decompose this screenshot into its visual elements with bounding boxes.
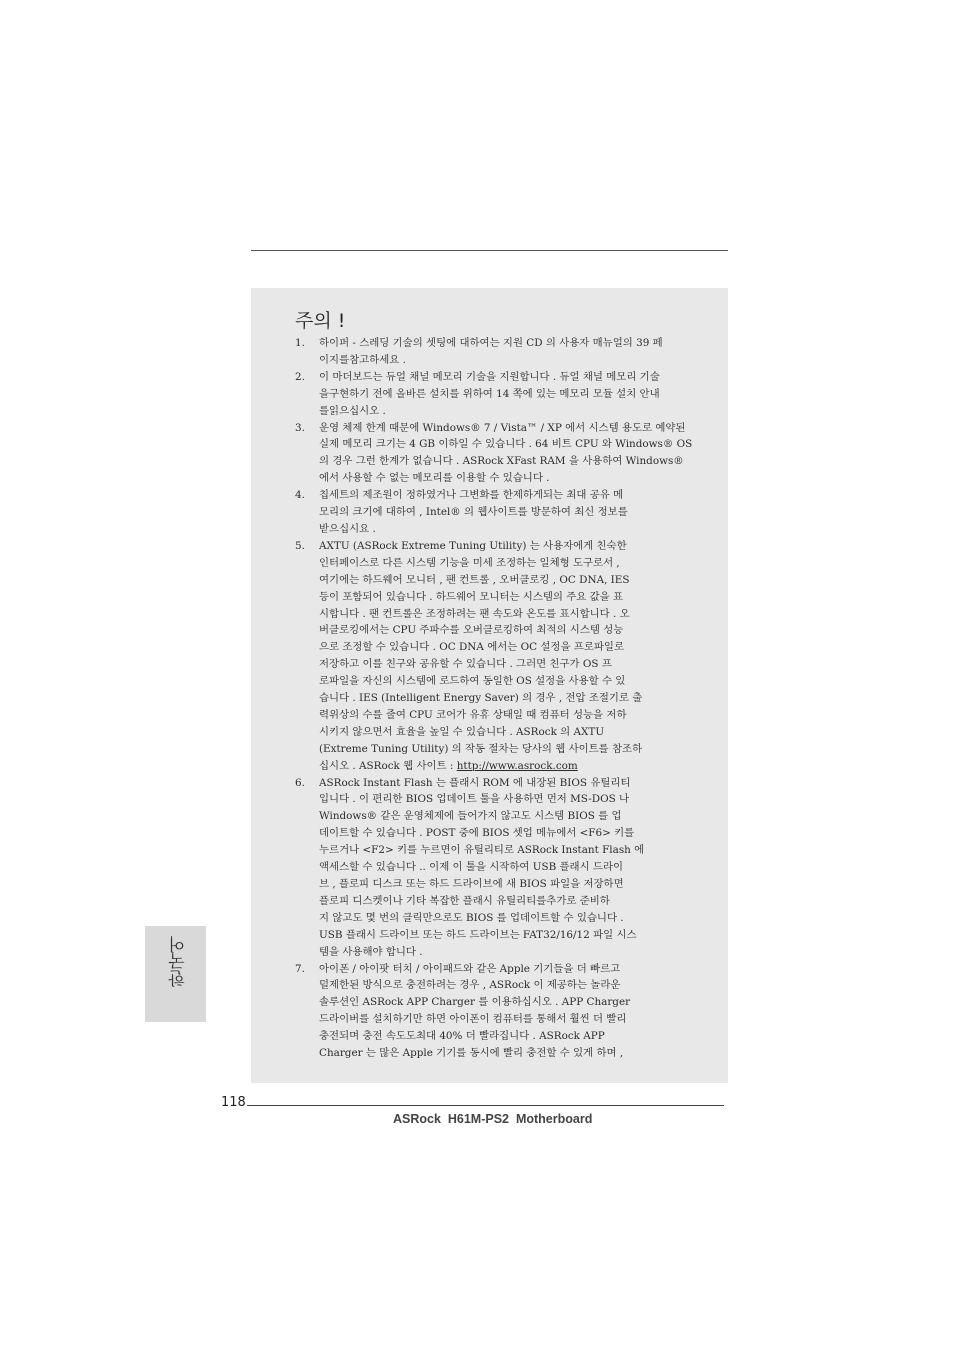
note-line: 이 마더보드는 듀얼 채널 메모리 기술을 지원합니다 . 듀얼 채널 메모리 기술 (319, 370, 660, 383)
note-line: 데이트할 수 있습니다 . POST 중에 BIOS 셋업 메뉴에서 <F6> 키를 (319, 827, 635, 840)
note-item-number: 1. (295, 337, 305, 349)
note-line: 버클로킹에서는 CPU 주파수를 오버클로킹하여 최적의 시스템 성능 (319, 624, 624, 637)
note-line: 누르거나 <F2> 키를 누르면이 유틸리티로 ASRock Instant Flash 에 (319, 844, 645, 857)
note-item-number: 2. (295, 370, 305, 383)
note-line: 덜제한된 방식으로 충전하려는 경우 , ASRock 이 제공하는 놀라운 (319, 979, 621, 992)
note-line: 여기에는 하드웨어 모니터 , 팬 컨트롤 , 오버클로킹 , OC DNA, IES (319, 573, 630, 586)
note-line: 템을 사용해야 합니다 . (319, 945, 423, 958)
note-item-1 (291, 335, 711, 369)
note-item-5 (291, 538, 711, 775)
note-line: 의 경우 그런 한계가 없습니다 . ASRock XFast RAM 을 사용하여 Windows® (319, 455, 684, 468)
top-rule (251, 250, 728, 251)
note-line: 모리의 크기에 대하여 , Intel® 의 웹사이트를 방문하여 최신 정보를 (319, 506, 628, 519)
page-number: 118 (221, 1095, 246, 1110)
note-line: 인터페이스로 다른 시스템 기능을 미세 조정하는 일체형 도구로서 , (319, 556, 620, 569)
note-line: 으로 조정할 수 있습니다 . OC DNA 에서는 OC 설정을 프로파일로 (319, 641, 624, 654)
note-line: 브 , 플로피 디스크 또는 하드 드라이브에 새 BIOS 파일을 저장하면 (319, 878, 624, 890)
note-item-6 (291, 775, 711, 961)
note-line: 지 않고도 몇 번의 클릭만으로도 BIOS 를 업데이트할 수 있습니다 . (319, 911, 624, 924)
note-box (251, 288, 728, 1083)
note-line: 를읽으십시오 . (319, 404, 386, 417)
note-line: 하이퍼 - 스레딩 기술의 셋팅에 대하여는 지원 CD 의 사용자 매뉴얼의 39 페 (319, 337, 663, 349)
note-line: 로파일을 자신의 시스템에 로드하여 동일한 OS 설정을 사용할 수 있 (319, 675, 626, 688)
note-item-number: 3. (295, 421, 305, 434)
note-line: 드라이버를 설치하기만 하면 아이폰이 컴퓨터를 통해서 훨씬 더 빨리 (319, 1013, 627, 1026)
note-line: 시합니다 . 팬 컨트롤은 조정하려는 팬 속도와 온도를 표시합니다 . 오 (319, 607, 630, 620)
note-line: 칩세트의 제조원이 정하였거나 그변화를 한제하게되는 최대 공유 메 (319, 489, 624, 502)
note-line: 솔루션인 ASRock APP Charger 를 이용하십시오 . APP Charger (319, 996, 631, 1009)
asrock-website-link[interactable]: http://www.asrock.com (456, 759, 578, 772)
note-line: 아이폰 / 아이팟 터치 / 아이패드와 같은 Apple 기기들을 더 빠르고 (319, 962, 621, 975)
footer-rule (247, 1105, 724, 1106)
note-item-2 (291, 369, 711, 420)
note-line: 플로피 디스켓이나 기타 복잡한 플래시 유틸리티를추가로 준비하 (319, 894, 610, 907)
note-line: 십시오 . ASRock 웹 사이트 : http://www.asrock.com (319, 759, 578, 772)
note-line: Windows® 같은 운영체제에 들어가지 않고도 시스템 BIOS 를 업 (319, 810, 622, 823)
note-item-number: 6. (295, 776, 305, 789)
note-item-number: 7. (295, 962, 305, 975)
note-line: 액세스할 수 있습니다 .. 이제 이 툴을 시작하여 USB 플래시 드라이 (319, 861, 624, 874)
note-line: 이지를참고하세요 . (319, 353, 406, 366)
note-title: 주의 ! (295, 310, 346, 332)
language-tab (145, 926, 206, 1022)
note-line: 시키지 않으면서 효율을 높일 수 있습니다 . ASRock 의 AXTU (319, 725, 605, 738)
note-line: 에서 사용할 수 없는 메모리를 이용할 수 있습니다 . (319, 472, 550, 485)
note-line: (Extreme Tuning Utility) 의 작동 절차는 당사의 웹 사이트를 참조하 (319, 742, 643, 755)
note-line: 등이 포함되어 있습니다 . 하드웨어 모니터는 시스템의 주요 값을 표 (319, 590, 624, 603)
note-line: 력위상의 수를 줄여 CPU 코어가 유휴 상태일 때 컴퓨터 성능을 저하 (319, 708, 627, 721)
note-line: 충전되며 충전 속도도최대 40% 더 빨라집니다 . ASRock APP (319, 1030, 605, 1043)
note-line: 을구현하기 전에 올바른 설치를 위하여 14 쪽에 있는 메모리 모듈 설치 안내 (319, 387, 660, 400)
note-line: 받으십시요 . (319, 522, 376, 535)
note-list (291, 335, 711, 1062)
note-line: 습니다 . IES (Intelligent Energy Saver) 의 경우 , 전압 조절기로 출 (319, 692, 643, 705)
note-line: 입니다 . 이 편리한 BIOS 업데이트 툴을 사용하면 먼저 MS-DOS 나 (319, 793, 630, 806)
footer-title: ASRock H61M-PS2 Motherboard (393, 1112, 593, 1126)
note-line: 실제 메모리 크기는 4 GB 이하일 수 있습니다 . 64 비트 CPU 와 Windows® OS (319, 438, 693, 451)
note-item-7 (291, 961, 711, 1062)
note-line: USB 플래시 드라이브 또는 하드 드라이브는 FAT32/16/12 파일 시스 (319, 928, 637, 941)
note-line: ASRock Instant Flash 는 플래시 ROM 에 내장된 BIOS 유틸리티 (319, 776, 631, 789)
note-item-4 (291, 487, 711, 538)
note-item-number: 5. (295, 539, 305, 552)
note-item-3 (291, 420, 711, 488)
note-line: AXTU (ASRock Extreme Tuning Utility) 는 사용자에게 친숙한 (319, 539, 627, 552)
language-tab-label: 한국어 (169, 936, 189, 987)
note-item-number: 4. (295, 489, 305, 502)
note-line: Charger 는 많은 Apple 기기를 동시에 빨리 충전할 수 있게 하며 , (319, 1047, 624, 1060)
note-line: 운영 체제 한계 때문에 Windows® 7 / Vista™ / XP 에서 시스템 용도로 예약된 (319, 421, 686, 434)
note-line: 저장하고 이를 친구와 공유할 수 있습니다 . 그러면 친구가 OS 프 (319, 658, 612, 671)
